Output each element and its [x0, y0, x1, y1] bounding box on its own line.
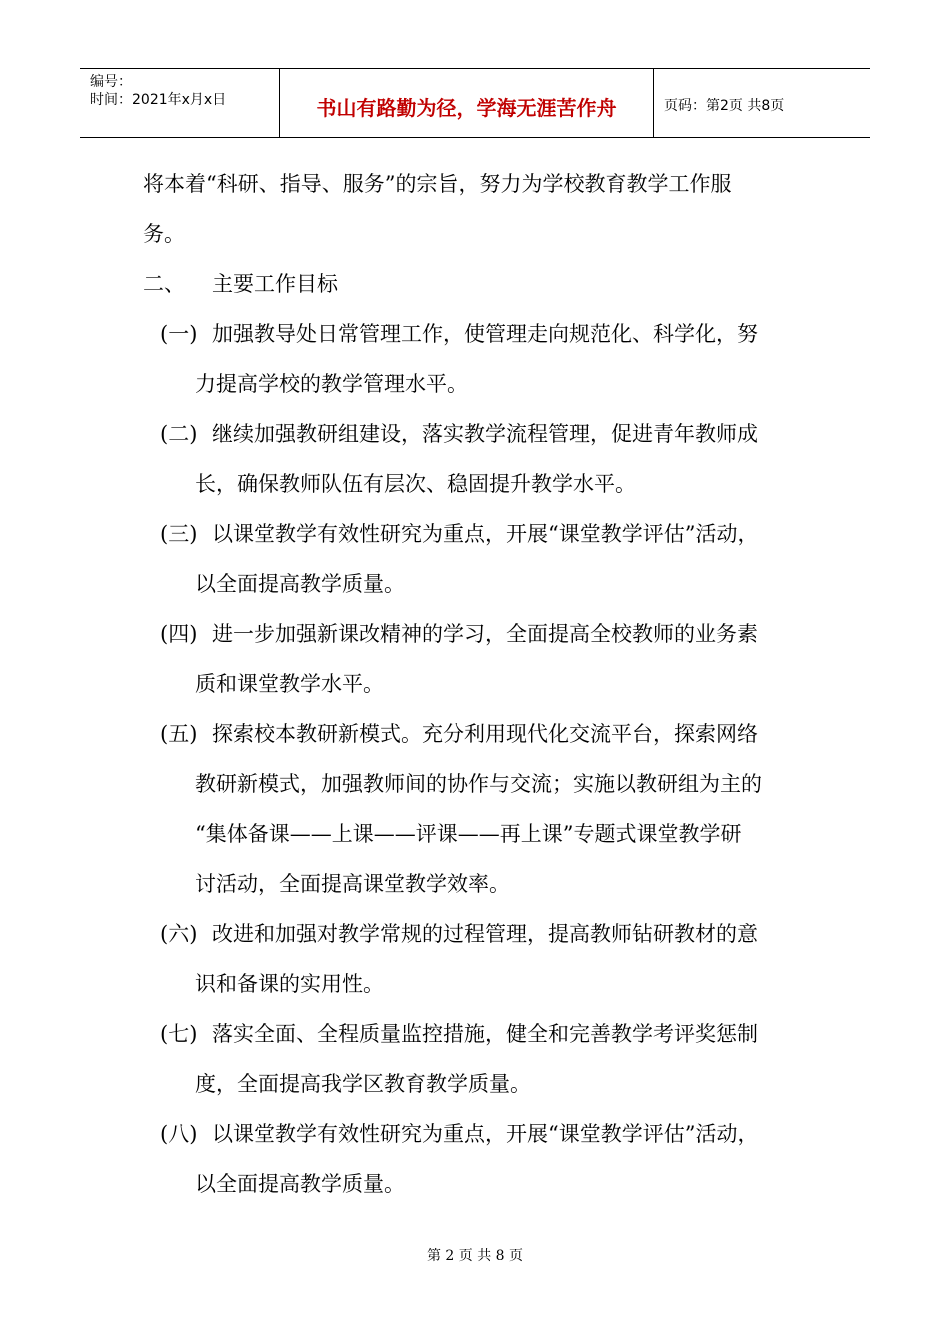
header-motto: 书山有路勤为径，学海无涯苦作舟 [280, 69, 654, 137]
list-item-marker: (三) [160, 522, 198, 546]
section-number: 二、 [143, 272, 185, 296]
header-meta [80, 69, 280, 137]
list-item-line: 进一步加强新课改精神的学习，全面提高全校教师的业务素 [212, 622, 758, 646]
header-page-label: 页码：第2页 共8页 [664, 98, 785, 114]
list-item-line: 以课堂教学有效性研究为重点，开展“课堂教学评估”活动， [212, 1122, 759, 1146]
list-item-line: 改进和加强对教学常规的过程管理，提高教师钻研教材的意 [212, 922, 758, 946]
intro-line: 将本着“科研、指导、服务”的宗旨，努力为学校教育教学工作服 [143, 172, 732, 196]
list-item-marker: (六) [160, 922, 198, 946]
list-item-line: 加强教导处日常管理工作，使管理走向规范化、科学化，努 [212, 322, 758, 346]
list-item-marker: (四) [160, 622, 198, 646]
time-label: 时间：2021年x月x日 [90, 92, 227, 108]
list-item-line: 以课堂教学有效性研究为重点，开展“课堂教学评估”活动， [212, 522, 759, 546]
list-item-marker: (一) [160, 322, 198, 346]
page-header [80, 68, 870, 138]
list-item-line: 教研新模式，加强教师间的协作与交流；实施以教研组为主的 [195, 772, 762, 796]
list-item-line: 度，全面提高我学区教育教学质量。 [195, 1072, 531, 1096]
list-item-marker: (五) [160, 722, 198, 746]
intro-line: 务。 [143, 222, 185, 246]
list-item-line: 识和备课的实用性。 [195, 972, 384, 996]
list-item-marker: (八) [160, 1122, 198, 1146]
list-item-line: 长，确保教师队伍有层次、稳固提升教学水平。 [195, 472, 636, 496]
list-item-line: 继续加强教研组建设，落实教学流程管理，促进青年教师成 [212, 422, 758, 446]
list-item-marker: (七) [160, 1022, 198, 1046]
list-item-line: 探索校本教研新模式。充分利用现代化交流平台，探索网络 [212, 722, 758, 746]
list-item-line: 质和课堂教学水平。 [195, 672, 384, 696]
page-footer: 第 2 页 共 8 页 [426, 1248, 524, 1264]
list-item-line: 以全面提高教学质量。 [195, 1172, 405, 1196]
list-item-line: 落实全面、全程质量监控措施，健全和完善教学考评奖惩制 [212, 1022, 758, 1046]
section-title: 主要工作目标 [212, 272, 338, 296]
list-item-line: 力提高学校的教学管理水平。 [195, 372, 468, 396]
list-item-line: 以全面提高教学质量。 [195, 572, 405, 596]
list-item-line: 讨活动，全面提高课堂教学效率。 [195, 872, 510, 896]
list-item-line: “集体备课——上课——评课——再上课”专题式课堂教学研 [195, 822, 742, 846]
number-label: 编号： [90, 74, 132, 90]
list-item-marker: (二) [160, 422, 198, 446]
